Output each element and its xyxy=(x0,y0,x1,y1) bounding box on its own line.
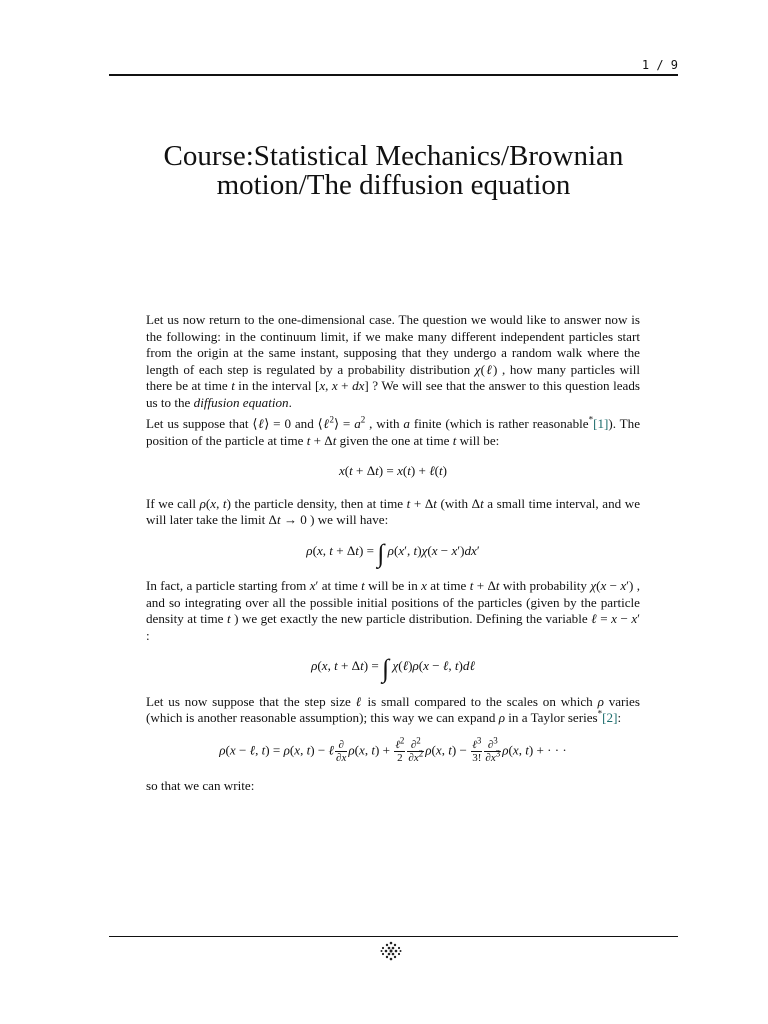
document-body xyxy=(146,312,640,799)
footnote-mark: * xyxy=(597,708,603,719)
equation-density-step: ρ(x, t + Δt) = ∫ χ(ℓ)ρ(x − ℓ, t)dℓ xyxy=(311,654,475,683)
footnote-mark: * xyxy=(588,414,594,425)
citation-link-1[interactable]: [1] xyxy=(593,416,609,431)
paragraph-2: Let us suppose that ⟨ℓ⟩ = 0 and ⟨ℓ$^2$⟩ = $a^2$ , with a finite (which is rather reasonable*[1]). The position of the particle at time t + Δt given the one at time t will be: xyxy=(146,414,641,448)
paragraph-3: If we call ρ(x, t) the particle density, then at time t + Δt (with Δt a small time interval, and we will later take the limit Δt → 0 ) we will have: xyxy=(146,495,641,527)
equation-density-integral: ρ(x, t + Δt) = ∫ ρ(x′, t)χ(x − x′)dx′ xyxy=(306,538,480,568)
page-number: 1 / 9 xyxy=(641,58,678,72)
paragraph-1: Let us now return to the one-dimensional case. The question we would like to answer now is the following: in the continuum limit, if we make many different independent particles start from the origin at the same instant, supposing that they undergo a random walk where the length of each step is regulated by a probability distribution χ(ℓ) , how many particles will there be at time t in the interval [x, x + dx] ? We will see that the answer to this question leads us to the diffusion equation. xyxy=(146,312,640,410)
document-title: Course:Statistical Mechanics/Brownian motion/The diffusion equation xyxy=(163,140,624,201)
diffusion-equation-term: diffusion equation xyxy=(193,394,289,410)
footer-rule xyxy=(109,936,678,937)
paragraph-5: Let us now suppose that the step size ℓ is small compared to the scales on which ρ varies (which is another reasonable assumption); this way we can expand ρ in a Taylor series*[2]: xyxy=(146,693,640,725)
logo-dots-icon xyxy=(379,940,403,962)
citation-link-2[interactable]: [2] xyxy=(602,710,618,725)
header-rule xyxy=(109,74,678,76)
paragraph-6: so that we can write: xyxy=(146,777,255,793)
paragraph-4: In fact, a particle starting from x′ at time t will be in x at time t + Δt with probability χ(x − x′) , and so integrating over all the possible initial positions of the particles (given by the particle density at time t ) we get exactly the new particle distribution. Defining the variable ℓ = x − x′ : xyxy=(146,578,641,643)
equation-position: x(t + Δt) = x(t) + ℓ(t) xyxy=(338,463,448,478)
equation-taylor-series: ρ(x − ℓ, t) = ρ(x, t) − ℓ $\frac{\partial}{\partial x}$ ρ(x, t) + $\frac{\ell^2}{2}$ $\frac{\partial^2}{\partial x^2}$ ρ(x, t) − $\frac{\ell^3}{3!}$ $\frac{\partial^3}{\partial x^3}$ ρ(x, t) + · · · xyxy=(219,734,567,764)
